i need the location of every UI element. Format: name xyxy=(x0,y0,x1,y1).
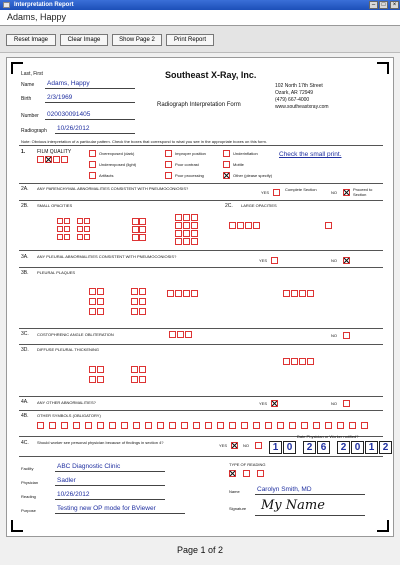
zone-lr[interactable] xyxy=(132,234,139,241)
physician-field[interactable]: Sadler xyxy=(57,477,76,484)
plq-11[interactable] xyxy=(131,308,138,315)
film-quality-label: FILM QUALITY xyxy=(37,149,72,155)
prof-00[interactable] xyxy=(183,214,190,221)
see-physician-yes-checkbox[interactable] xyxy=(231,442,238,449)
no-label: NO xyxy=(243,443,249,448)
dpt-1[interactable] xyxy=(89,366,96,373)
plq-ext-2[interactable] xyxy=(175,290,182,297)
plq-w-3[interactable] xyxy=(299,290,306,297)
window-titlebar xyxy=(0,0,400,10)
parenchymal-yes-checkbox[interactable] xyxy=(273,189,280,196)
reader-name-field[interactable]: Carolyn Smith, MD xyxy=(257,486,312,493)
zone-ml[interactable] xyxy=(139,226,146,233)
improper-position-checkbox[interactable] xyxy=(165,150,172,157)
overexposed-checkbox[interactable] xyxy=(89,150,96,157)
pleural-no-checkbox[interactable] xyxy=(343,257,350,264)
plq-4[interactable] xyxy=(97,298,104,305)
underinflation-checkbox[interactable] xyxy=(223,150,230,157)
prof-33[interactable] xyxy=(183,238,190,245)
symbol-checkbox[interactable] xyxy=(229,422,236,429)
plq-w-4[interactable] xyxy=(307,290,314,297)
no-label: NO xyxy=(331,333,337,338)
other-symbols-label: OTHER SYMBOLS (OBLIGATORY) xyxy=(37,413,101,418)
dpt-w-1[interactable] xyxy=(283,358,290,365)
facility-label: Facility xyxy=(21,466,34,471)
box-t2[interactable] xyxy=(84,226,90,232)
large-opac-a[interactable] xyxy=(237,222,244,229)
website: www.southeastxray.com xyxy=(275,104,329,110)
facility-field[interactable]: ABC Diagnostic Clinic xyxy=(57,463,121,470)
symbol-checkbox[interactable] xyxy=(157,422,164,429)
poor-processing-checkbox[interactable] xyxy=(165,172,172,179)
cpa-no-checkbox[interactable] xyxy=(343,332,350,339)
symbol-checkbox[interactable] xyxy=(241,422,248,429)
name-format-label: Last, First xyxy=(21,71,43,77)
symbol-checkbox[interactable] xyxy=(361,422,368,429)
box-p2[interactable] xyxy=(77,218,83,224)
toolbar xyxy=(0,26,400,53)
poor-contrast-label: Poor contrast xyxy=(175,162,199,167)
complete-note: Complete Section xyxy=(285,187,317,192)
symbol-checkbox[interactable] xyxy=(61,422,68,429)
artifacts-checkbox[interactable] xyxy=(89,172,96,179)
dpt-2[interactable] xyxy=(97,366,104,373)
symbol-checkbox[interactable] xyxy=(109,422,116,429)
dpt-4[interactable] xyxy=(97,376,104,383)
dpt-8[interactable] xyxy=(139,376,146,383)
symbol-checkbox[interactable] xyxy=(37,422,44,429)
symbol-checkbox[interactable] xyxy=(337,422,344,429)
plq-w-1[interactable] xyxy=(283,290,290,297)
dpt-w-3[interactable] xyxy=(299,358,306,365)
box-p[interactable] xyxy=(57,218,63,224)
plq-w-2[interactable] xyxy=(291,290,298,297)
notified-date-digit[interactable]: 2 xyxy=(379,441,392,454)
minimize-button[interactable]: – xyxy=(369,1,378,9)
reading-date-label: Reading xyxy=(21,494,36,499)
costophrenic-label: COSTOPHRENIC ANGLE OBLITERATION xyxy=(37,332,114,337)
underexposed-label: Underexposed (light) xyxy=(99,162,137,167)
notified-date-digit[interactable]: 0 xyxy=(283,441,296,454)
crop-mark xyxy=(11,520,23,532)
overexposed-label: Overexposed (dark) xyxy=(99,151,135,156)
cpa-l[interactable] xyxy=(185,331,192,338)
pleural-plaques-label: PLEURAL PLAQUES xyxy=(37,270,76,275)
reading-type-a[interactable] xyxy=(229,470,236,477)
pagination xyxy=(0,540,400,565)
other-abnormalities-question: ANY OTHER ABNORMALITIES? xyxy=(37,400,96,405)
reading-date-field[interactable]: 10/26/2012 xyxy=(57,491,90,498)
symbol-checkbox[interactable] xyxy=(133,422,140,429)
symbol-checkbox[interactable] xyxy=(97,422,104,429)
pleural-yes-checkbox[interactable] xyxy=(271,257,278,264)
large-opac-b[interactable] xyxy=(245,222,252,229)
prof-22[interactable] xyxy=(183,230,190,237)
plq-9[interactable] xyxy=(131,298,138,305)
notified-date-label: Date Physician or Worker notified? xyxy=(297,434,359,439)
box-u[interactable] xyxy=(64,234,70,240)
large-opac-proceed[interactable] xyxy=(325,222,332,229)
dob-label: Birth xyxy=(21,96,32,102)
plq-3[interactable] xyxy=(89,298,96,305)
film-quality-3[interactable] xyxy=(53,156,60,163)
clear-image-button[interactable]: Clear Image xyxy=(60,34,108,46)
symbol-checkbox[interactable] xyxy=(145,422,152,429)
large-opac-0[interactable] xyxy=(229,222,236,229)
maximize-button[interactable]: □ xyxy=(379,1,388,9)
symbol-checkbox[interactable] xyxy=(349,422,356,429)
dpt-6[interactable] xyxy=(139,366,146,373)
underexposed-checkbox[interactable] xyxy=(89,161,96,168)
address-line-1: 102 North 17th Street xyxy=(275,83,323,89)
dpt-w-4[interactable] xyxy=(307,358,314,365)
prof-32[interactable] xyxy=(175,238,182,245)
yes-label: YES xyxy=(261,190,270,195)
cpa-o[interactable] xyxy=(169,331,176,338)
prof-21[interactable] xyxy=(175,230,182,237)
notified-date-digit[interactable]: 1 xyxy=(269,441,282,454)
box-u2[interactable] xyxy=(84,234,90,240)
address-line-2: Ozark, AR 72949 xyxy=(275,90,314,96)
plq-7[interactable] xyxy=(131,288,138,295)
plq-1[interactable] xyxy=(89,288,96,295)
patient-id-label: Number xyxy=(21,113,39,119)
mottle-label: Mottle xyxy=(233,162,244,167)
reading-type-b[interactable] xyxy=(243,470,250,477)
see-physician-no-checkbox[interactable] xyxy=(255,442,262,449)
print-report-button[interactable]: Print Report xyxy=(166,34,214,46)
plq-8[interactable] xyxy=(139,288,146,295)
plq-ext-3[interactable] xyxy=(183,290,190,297)
no-label: NO xyxy=(331,401,337,406)
box-s2[interactable] xyxy=(84,218,90,224)
dpt-7[interactable] xyxy=(131,376,138,383)
poor-contrast-checkbox[interactable] xyxy=(165,161,172,168)
symbol-checkbox[interactable] xyxy=(289,422,296,429)
notified-date-digit[interactable]: 0 xyxy=(351,441,364,454)
zone-ll[interactable] xyxy=(139,234,146,241)
box-t[interactable] xyxy=(64,226,70,232)
box-s[interactable] xyxy=(64,218,70,224)
symbol-checkbox[interactable] xyxy=(181,422,188,429)
other-specify-checkbox[interactable] xyxy=(223,172,230,179)
prof-3p[interactable] xyxy=(191,238,198,245)
other-specify-label: Other (please specify) xyxy=(233,173,273,178)
large-opacities-label: LARGE OPACITIES xyxy=(241,203,277,208)
prof-01[interactable] xyxy=(191,214,198,221)
large-opac-c[interactable] xyxy=(253,222,260,229)
film-quality-note[interactable]: Check the small print. xyxy=(279,151,342,158)
prof-12[interactable] xyxy=(191,222,198,229)
see-physician-question: Should worker see personal physician because of findings in section 4? xyxy=(37,440,164,445)
pleural-question: ANY PLEURAL ABNORMALITIES CONSISTENT WITH PNEUMOCONIOSIS? xyxy=(37,254,177,259)
symbol-checkbox[interactable] xyxy=(73,422,80,429)
plq-6[interactable] xyxy=(97,308,104,315)
plq-5[interactable] xyxy=(89,308,96,315)
symbol-checkbox[interactable] xyxy=(301,422,308,429)
prof-11[interactable] xyxy=(183,222,190,229)
form-title: Radiograph Interpretation Form xyxy=(157,102,241,108)
zone-mr[interactable] xyxy=(132,226,139,233)
artifacts-label: Artifacts xyxy=(99,173,114,178)
symbol-checkbox[interactable] xyxy=(325,422,332,429)
yes-label: YES xyxy=(259,258,268,263)
film-quality-u[interactable] xyxy=(61,156,68,163)
mottle-checkbox[interactable] xyxy=(223,161,230,168)
yes-label: YES xyxy=(219,443,228,448)
instructions: Note: Obvious interpretation of a particular pattern. Check the boxes that correspond to what you see in the appropriate boxes on this form. xyxy=(21,139,267,144)
dpt-w-2[interactable] xyxy=(291,358,298,365)
symbol-checkbox[interactable] xyxy=(313,422,320,429)
parenchymal-question: ANY PARENCHYMAL ABNORMALITIES CONSISTENT WITH PNEUMOCONIOSIS? xyxy=(37,186,189,191)
close-button[interactable]: × xyxy=(390,1,399,9)
reading-type-f[interactable] xyxy=(257,470,264,477)
dob-field[interactable]: 2/3/1969 xyxy=(47,94,73,101)
page-indicator: Page 1 of 2 xyxy=(176,545,224,555)
symbol-checkbox[interactable] xyxy=(265,422,272,429)
purpose-field[interactable]: Testing new OP mode for BViewer xyxy=(57,505,156,512)
symbol-checkbox[interactable] xyxy=(277,422,284,429)
box-q2[interactable] xyxy=(77,226,83,232)
plq-ext-1[interactable] xyxy=(167,290,174,297)
purpose-label: Purpose xyxy=(21,508,36,513)
small-opacities-label: SMALL OPACITIES xyxy=(37,203,73,208)
patient-id-field[interactable]: 020030091405 xyxy=(47,111,91,118)
symbol-checkbox[interactable] xyxy=(193,422,200,429)
film-quality-1[interactable] xyxy=(37,156,44,163)
symbol-checkbox[interactable] xyxy=(169,422,176,429)
type-of-reading-label: TYPE OF READING xyxy=(229,462,266,467)
film-quality-2[interactable] xyxy=(45,156,52,163)
symbol-checkbox[interactable] xyxy=(205,422,212,429)
zone-ul[interactable] xyxy=(139,218,146,225)
phone: (479) 667-4000 xyxy=(275,97,310,103)
symbol-checkbox[interactable] xyxy=(85,422,92,429)
improper-position-label: Improper position xyxy=(175,151,206,156)
box-r[interactable] xyxy=(57,234,63,240)
notified-date-digit[interactable]: 6 xyxy=(317,441,330,454)
notified-date-digit[interactable]: 1 xyxy=(365,441,378,454)
box-r2[interactable] xyxy=(77,234,83,240)
diffuse-thickening-label: DIFFUSE PLEURAL THICKENING xyxy=(37,347,100,352)
prof-23[interactable] xyxy=(191,230,198,237)
poor-processing-label: Poor processing xyxy=(175,173,204,178)
clinic-name: Southeast X-Ray, Inc. xyxy=(165,70,257,80)
patient-name-bar xyxy=(0,10,400,26)
crop-mark xyxy=(377,520,389,532)
other-abn-yes-checkbox[interactable] xyxy=(271,400,278,407)
signature-label: Signature xyxy=(229,506,247,511)
symbol-checkbox[interactable] xyxy=(253,422,260,429)
dpt-5[interactable] xyxy=(131,366,138,373)
patient-name-display: Adams, Happy xyxy=(7,12,67,22)
reader-name-label: Name xyxy=(229,489,240,494)
signature-field[interactable]: My Name xyxy=(261,498,325,513)
patient-name-field[interactable]: Adams, Happy xyxy=(47,80,90,87)
report-page: Last, First Name Adams, Happy Birth 2/3/1969 Number 020030091405 Radiograph 10/26/2012 Southeast X-Ray, Inc. Radiograph Interpretation Form 102 North 17th Street Ozark, AR 72949 (479) 667-4000 www.southeastxray.com Note: Obvious interpretation of a particular pattern. Check the boxes that correspond to what you see in the appropriate boxes on this form. 1. FILM QUALITY Overexposed (dark) Underexposed (light) Artifacts Improper position Poor contrast Poor processing Underinflation Mottle Other (please specify) Check the small print. 2A. ANY PARENCHYMAL ABNORMALITIES CONSISTENT WITH PNEUMOCONIOSIS? YES Complete Section NO Proceed to Section 2B. SMALL OPACITIES 2C. LARGE OPACITIES 3A. ANY PLEURAL ABNORMALITIES CONSISTENT WITH PNEUMOCONIOSIS? YES NO 3B. PLEURAL PLAQUES 3C. COSTOPHRENIC ANGLE OBLITERATION NO 3D. DIFFUSE PLEURAL THICKENING 4A. ANY OTHER ABNORMALITIES? YES NO 4B. OTHER SYMBOLS (OBLIGATORY) 4C. Should worker see personal physician because of findings in section 4? YES NO Date Physician or Worker notified? Facility ABC Diagnostic Clinic Physician Sadler Reading 10/26/2012 Purpose Testing new OP mode for BViewer TYPE OF READING Name Carolyn Smith, MD Signature My Name 1 0 2 6 2 0 1 2 xyxy=(6,57,394,537)
yes-label: YES xyxy=(259,401,268,406)
reset-image-button[interactable]: Reset Image xyxy=(6,34,56,46)
proceed-note: Proceed to Section xyxy=(353,187,373,197)
prof-10[interactable] xyxy=(175,222,182,229)
notified-date-digit[interactable]: 2 xyxy=(337,441,350,454)
symbol-checkbox[interactable] xyxy=(217,422,224,429)
show-page-2-button[interactable]: Show Page 2 xyxy=(112,34,162,46)
plq-2[interactable] xyxy=(97,288,104,295)
plq-ext-4[interactable] xyxy=(191,290,198,297)
crop-mark xyxy=(377,62,389,74)
plq-12[interactable] xyxy=(139,308,146,315)
radiograph-date-field[interactable]: 10/26/2012 xyxy=(57,125,90,132)
symbol-checkbox[interactable] xyxy=(49,422,56,429)
underinflation-label: Underinflation xyxy=(233,151,258,156)
no-label: NO xyxy=(331,258,337,263)
parenchymal-no-checkbox[interactable] xyxy=(343,189,350,196)
notified-date-digit[interactable]: 2 xyxy=(303,441,316,454)
prof-0-[interactable] xyxy=(175,214,182,221)
name-label: Name xyxy=(21,82,35,88)
app-icon xyxy=(3,2,10,8)
plq-10[interactable] xyxy=(139,298,146,305)
radiograph-date-label: Radiograph xyxy=(21,128,47,134)
box-q[interactable] xyxy=(57,226,63,232)
window-title: Interpretation Report xyxy=(14,2,74,8)
no-label: NO xyxy=(331,190,337,195)
zone-ur[interactable] xyxy=(132,218,139,225)
cpa-r[interactable] xyxy=(177,331,184,338)
symbol-checkbox[interactable] xyxy=(121,422,128,429)
dpt-3[interactable] xyxy=(89,376,96,383)
physician-label: Physician xyxy=(21,480,39,485)
other-abn-no-checkbox[interactable] xyxy=(343,400,350,407)
